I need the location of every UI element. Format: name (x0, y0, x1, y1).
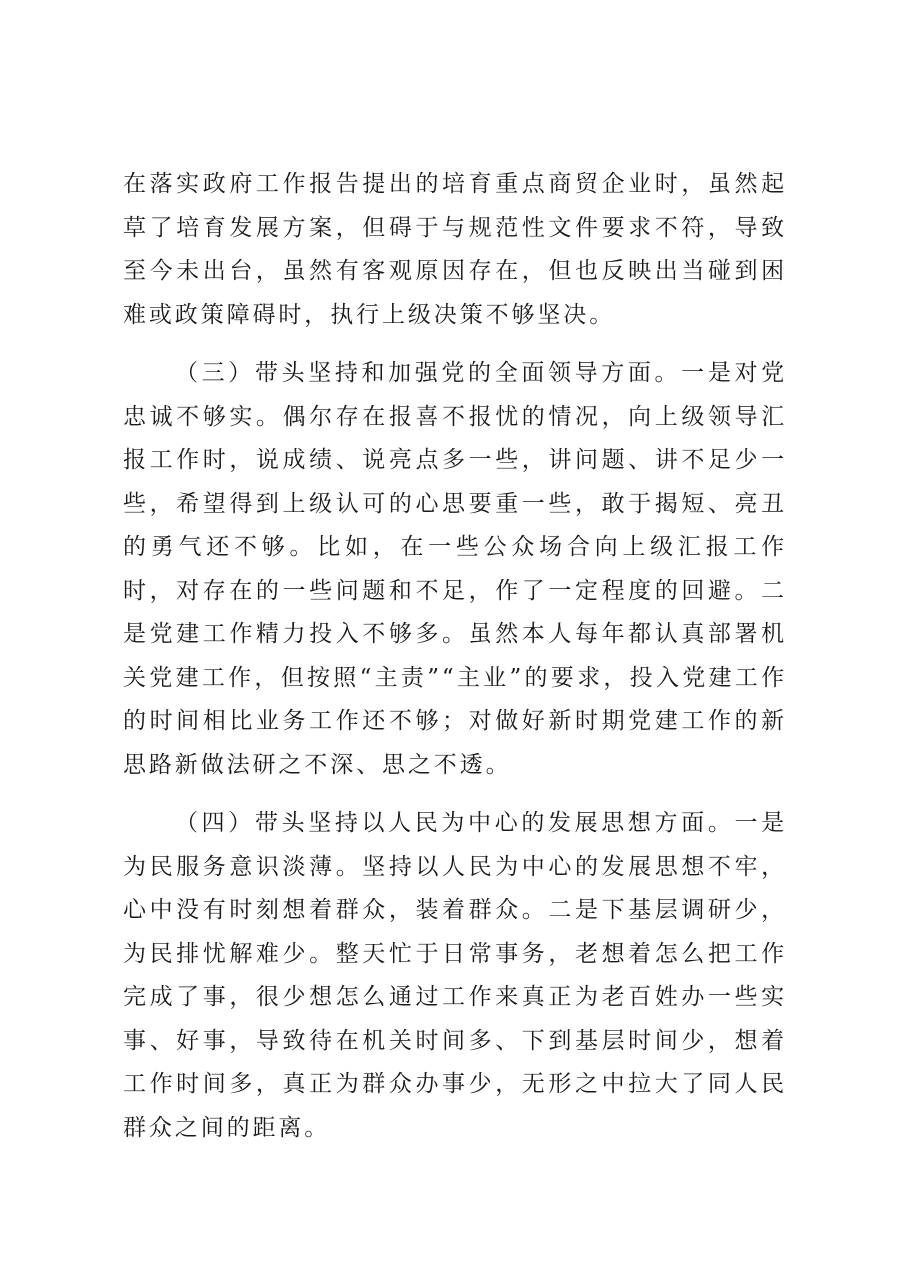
paragraph-continuation: 在落实政府工作报告提出的培育重点商贸企业时，虽然起草了培育发展方案，但碍于与规范性文件要求不符，导致至今未出台，虽然有客观原因存在，但也反映出当碰到困难或政策障碍时，执行上级决策不够坚决。 (123, 171, 787, 328)
document-body (123, 163, 787, 1150)
paragraph-section-four: （四）带头坚持以人民为中心的发展思想方面。一是为民服务意识淡薄。坚持以人民为中心的发展思想不牢，心中没有时刻想着群众，装着群众。二是下基层调研少，为民排忧解难少。整天忙于日常事务，老想着怎么把工作完成了事，很少想怎么通过工作来真正为老百姓办一些实事、好事，导致待在机关时间多、下到基层时间少，想着工作时间多，真正为群众办事少，无形之中拉大了同人民群众之间的距离。 (123, 810, 787, 1141)
paragraph-gap (123, 787, 787, 802)
paragraph-section-three: （三）带头坚持和加强党的全面领导方面。一是对党忠诚不够实。偶尔存在报喜不报忧的情况，向上级领导汇报工作时，说成绩、说亮点多一些，讲问题、讲不足少一些，希望得到上级认可的心思要重一些，敢于揭短、亮丑的勇气还不够。比如，在一些公众场合向上级汇报工作时，对存在的一些问题和不足，作了一定程度的回避。二是党建工作精力投入不够多。虽然本人每年都认真部署机关党建工作，但按照“主责”“主业”的要求，投入党建工作的时间相比业务工作还不够；对做好新时期党建工作的新思路新做法研之不深、思之不透。 (123, 360, 787, 778)
paragraph-gap (123, 337, 787, 352)
